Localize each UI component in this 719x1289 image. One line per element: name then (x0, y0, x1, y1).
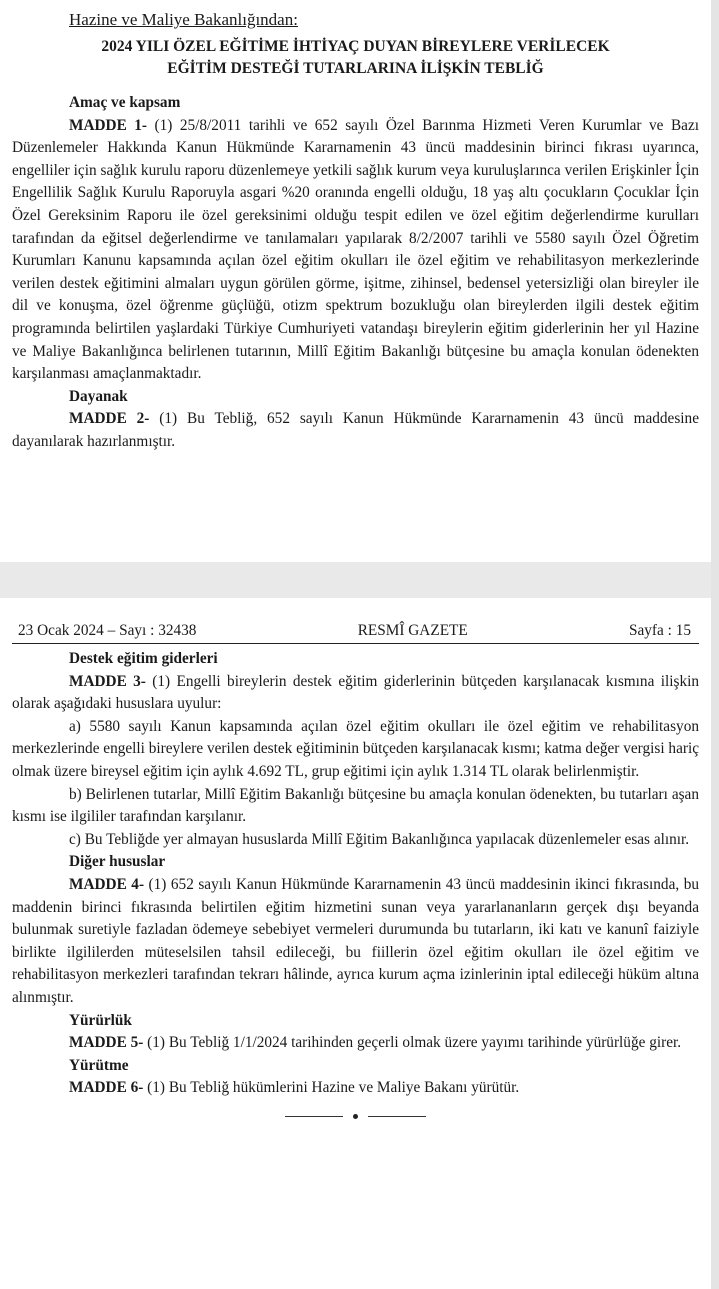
article-2-label: MADDE 2- (69, 410, 150, 428)
article-1-text: (1) 25/8/2011 tarihli ve 652 sayılı Özel Barınma Hizmeti Veren Kurumlar ve Bazı Düzenlemeler Hakkında Kanun Hükmünde Kararnamenin 43 üncü maddesinin birinci fıkrası uyarınca, engelliler için sağlık kurulu raporu düzenlemeye yetkili sağlık kurum veya kuruluşlarınca verilen Erişkinler İçin Engellilik Sağlık Kurulu Raporuyla asgari %20 oranında engelli olduğu, 18 yaş altı çocukların Çocuklar İçin Özel Gereksinim Raporu ile özel gereksinimi olduğu tespit edilen ve özel eğitim değerlendirme kurulları tarafından da eğitsel değerlendirme ve tanılamaları yapılarak 8/2/2007 tarihli ve 5580 sayılı Özel Öğretim Kurumları Kanunu kapsamında açılan özel eğitim okulları ile özel eğitim ve rehabilitasyon merkezlerinde verilen destek eğitimini almaları uygun görülen görme, işitme, zihinsel, bedensel yetersizliği olan bireyler ile dil ve konuşma, özel öğrenme güçlüğü, otizm spektrum bozukluğu olan bireylerden ilgili destek eğitim programında belirtilen yaşlardaki Türkiye Cumhuriyeti vatandaşı bireylerin eğitim giderlerinin her yıl Hazine ve Maliye Bakanlığınca belirlenen tutarının, Millî Eğitim Bakanlığı bütçesine bu amaçla konulan ödenekten karşılanması amaçlanmaktadır. (12, 116, 699, 383)
article-1 (12, 115, 699, 386)
section-heading-dayanak: Dayanak (69, 387, 128, 405)
title-line-2: EĞİTİM DESTEĞİ TUTARLARINA İLİŞKİN TEBLİĞ (167, 60, 544, 77)
article-3-text: (1) Engelli bireylerin destek eğitim giderlerinin bütçeden karşılanacak kısmına ilişkin olarak aşağıdaki hususlara uyulur: (12, 672, 699, 713)
gazette-date-issue: 23 Ocak 2024 – Sayı : 32438 (18, 622, 197, 639)
section-heading-yururluk: Yürürlük (69, 1011, 132, 1029)
article-1-label: MADDE 1- (69, 116, 148, 134)
gazette-page-number: Sayfa : 15 (628, 622, 691, 639)
section-heading-diger: Diğer hususlar (69, 853, 166, 871)
article-6 (12, 1077, 699, 1100)
article-3-label: MADDE 3- (69, 672, 146, 690)
article-4-text: (1) 652 sayılı Kanun Hükmünde Kararnamenin 43 üncü maddesinin ikinci fıkrasında, bu maddenin birinci fıkrasında belirtilen eğitim hizmetini sunan veya yararlananların gerçek dışı beyanda bulunmak suretiyle fazladan ödemeye sebebiyet vermeleri durumunda bu tutarların, iki katı ve kanunî faiziyle birlikte ilgililerden müteselsilen tahsil edileceği, bu fiillerin özel eğitim okulları ile özel eğitim ve rehabilitasyon merkezleri tarafından tekrarı hâlinde, ayrıca kurum açma izinlerinin iptal edileceği hüküm altına alınmıştır. (12, 875, 699, 1006)
article-6-text: (1) Bu Tebliğ hükümlerini Hazine ve Maliye Bakanı yürütür. (143, 1079, 520, 1097)
ministry-name: Hazine ve Maliye Bakanlığından: (69, 10, 298, 29)
article-3-item-a: a) 5580 sayılı Kanun kapsamında açılan özel eğitim okulları ile özel eğitim ve rehabilitasyon merkezlerinde engelli bireylere verilen destek eğitiminin bütçeden karşılanacak kısmı; katma değer vergisi hariç olmak üzere bireysel eğitim için aylık 4.692 TL, grup eğitimi için aylık 1.314 TL olarak belirlenmiştir. (12, 717, 699, 780)
gazette-name: RESMÎ GAZETE (357, 622, 468, 639)
ornament-dot (353, 1114, 358, 1119)
article-4-label: MADDE 4- (69, 875, 145, 893)
end-ornament (12, 1114, 699, 1119)
article-3 (12, 671, 699, 716)
article-5-label: MADDE 5- (69, 1034, 144, 1052)
article-6-label: MADDE 6- (69, 1079, 144, 1097)
page-edge-shadow (711, 0, 719, 1289)
section-heading-destek: Destek eğitim giderleri (69, 650, 218, 667)
ornament-line-left (285, 1116, 343, 1117)
section-heading-yurutme: Yürütme (69, 1056, 129, 1074)
section-heading-amac: Amaç ve kapsam (69, 94, 181, 111)
gazette-header (12, 620, 699, 644)
document-page-2 (0, 598, 711, 1289)
title-line-1: 2024 YILI ÖZEL EĞİTİME İHTİYAÇ DUYAN BİREYLERE VERİLECEK (101, 38, 610, 55)
article-5-text: (1) Bu Tebliğ 1/1/2024 tarihinden geçerli olmak üzere yayımı tarihinde yürürlüğe girer. (143, 1034, 682, 1052)
ornament-line-right (368, 1116, 426, 1117)
article-3-item-c: c) Bu Tebliğde yer almayan hususlarda Millî Eğitim Bakanlığınca yapılacak düzenlemeler esas alınır. (69, 830, 690, 848)
article-3-item-b: b) Belirlenen tutarlar, Millî Eğitim Bakanlığı bütçesine bu amaçla konulan ödenekten, bu tutarları aşan kısmı ise ilgililer tarafından karşılanır. (12, 785, 699, 826)
document-title (12, 36, 699, 80)
article-5 (12, 1032, 699, 1055)
page-gap (0, 562, 719, 598)
article-2 (12, 408, 699, 453)
article-2-text: (1) Bu Tebliğ, 652 sayılı Kanun Hükmünde Kararnamenin 43 üncü maddesine dayanılarak hazırlanmıştır. (12, 410, 699, 450)
article-4 (12, 874, 699, 1010)
document-page-1 (0, 0, 711, 562)
